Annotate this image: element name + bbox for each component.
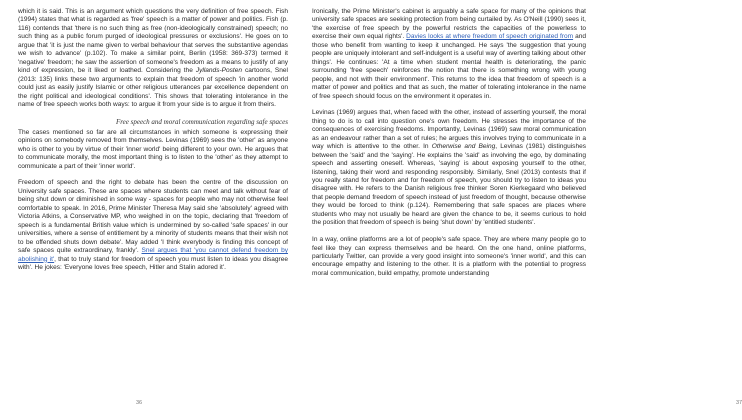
section-heading: Free speech and moral communication regarding safe spaces bbox=[115, 117, 288, 126]
left-p2-text: The cases mentioned so far are all circumstances in which someone is expressing their opinions on somebody removed from themselves. Levinas (1969) sees the 'other' as anyone who is other to you by virtue of their 'inner world' being different to your own. He argues that to communicate morally, the most important thing is to listen to the 'other' as they attempt to communicate a part of their 'inner world'. bbox=[18, 128, 288, 170]
left-p3-text: Freedom of speech and the right to debate has been the centre of the discussion on University safe spaces. These are spaces where students can meet and talk without fear of being shut down or diminished in some way - spaces for people who may not otherwise feel comfortable to speak. In 2016, Prime Minister Theresa May said she 'absolutely' agreed with Victoria Atkins, a Conservative MP, who weighed in on the topic, declaring that 'freedom of speech is a fundamental British value which is undermined by so-called 'safe spaces' in our universities, where a sense of entitlement by a minority of students means that their wish not to be offended shuts down debate'. May added 'I think everybody is finding this concept of safe spaces quite extraordinary, frankly'. bbox=[18, 179, 288, 255]
right-paragraph-2 bbox=[312, 109, 586, 227]
right-p2-text: Levinas (1969) argues that, when faced with the other, instead of asserting yourself, the moral thing to do is to call into question one's own freedom. He stresses the importance of the consequences of exercising freedoms. Importantly, Levinas (1969) saw moral communication as an endeavour rather than a set of rules; he argues this involves trying to communicate in a way which is attentive to the other. In bbox=[312, 109, 586, 151]
right-paragraph-1 bbox=[312, 8, 586, 101]
left-paragraph-1 bbox=[18, 8, 288, 109]
right-p1-text: Ironically, the Prime Minister's cabinet is arguably a safe space for many of the opinions that university safe spaces are seeking protection from being curtailed by. As O'Neill (1990) sees it, 'the exercise of free speech by the powerful restricts the capacities of the powerless to exercise their own equal rights'. bbox=[312, 8, 586, 41]
right-p2-end: , Levinas (1981) distinguishes between the 'said' and the 'saying'. He explains the 'said' as involving the ego, by dominating speech and asserting oneself. Whereas, 'saying' is about exposing yourself to the other, listening, taking their word and responding responsibly. Similarly, Snel (2013) contests that if you really stand for freedom and for freedom of speech, you should try to listen to ideas you disagree with. He refers to the Danish religious free thinker Soren Kierkegaard who believed that people demand freedom of speech instead of just freedom of thought, because otherwise they would be forced to think (p.124). Remembering that safe spaces are places where students who may not usually be heard are given the chance to be, it seems curious to hold the position that freedom of speech is being 'shut down' by 'entitled students'. bbox=[312, 143, 586, 227]
davies-link[interactable]: Davies looks at where freedom of speech originated from bbox=[406, 33, 574, 41]
left-page bbox=[0, 0, 300, 420]
snel-link[interactable]: Snel argues that 'you cannot defend freedom by abolishing it' bbox=[18, 247, 288, 263]
left-p3-end: , that to truly stand for freedom of speech you must listen to ideas you disagree with'. He jokes: 'Everyone loves free speech, Hitler and Stalin adored it'. bbox=[18, 255, 288, 272]
page-number-left: 36 bbox=[136, 400, 143, 406]
right-p2-italic: Otherwise and Being bbox=[431, 143, 496, 151]
right-paragraph-3 bbox=[312, 236, 586, 278]
left-paragraph-3 bbox=[18, 179, 288, 272]
left-p1-text: which it is said. This is an argument which questions the very definition of free speech. Fish (1994) states that what is regarded as 'free' speech is a matter of power and politics. Fish (p. 116) contends that 'there is no such thing as free (non-ideologically constrained) speech; no such thing as a public forum purged of ideological pressures or exclusions'. He goes on to argue that 'it is just the name given to verbal behaviour that serves the substantive agendas we wish to advance' (p.102). To make a similar point, Berlin (1958: 369-373) termed it 'negative' freedom; he saw the assertion of someone's freedom as a means to justify of any kind of expression, be it liked or loathed. Considering the bbox=[18, 8, 288, 75]
right-page bbox=[300, 0, 742, 420]
right-p1-end: and those who benefit from wanting to keep it unchanged. He says 'the suggestion that young people are uniquely intolerant and self-indulgent is a useful way of averting talking about other things'. He continues: 'At a time when student mental health is deteriorating, the panic surrounding 'free speech' reinforces the notion that there is something wrong with young people, and not with their environment'. This returns to the idea that freedom of speech is a matter of power and politics and that as such, the matter of tolerating intolerance in the name of free speech should focus on the environment it operates in. bbox=[312, 33, 586, 100]
page-number-right: 37 bbox=[736, 400, 742, 406]
left-paragraph-2 bbox=[18, 129, 288, 171]
left-p1-end: cartoons, Snel (2013: 135) links these two arguments to explain that freedom of speech 'in another world could just as easily justify Islamic or other religious utterances par excellence dependent on the right political and ideological conditions'. This shows that tolerating intolerance in the name of free speech works both ways: to argue it from your side is to argue it from theirs. bbox=[18, 67, 288, 108]
left-p1-italic: Jyllands-Posten bbox=[195, 67, 243, 75]
right-p3-text: In a way, online platforms are a lot of people's safe space. They are where many people go to feel like they can express themselves and be heard. On the one hand, online platforms, particularly Twitter, can provide a very good insight into someone's 'inner world', and this can encourage empathy and listening to the other. It is a platform with the potential to progress moral communication, build empathy, promote understanding bbox=[312, 236, 586, 277]
